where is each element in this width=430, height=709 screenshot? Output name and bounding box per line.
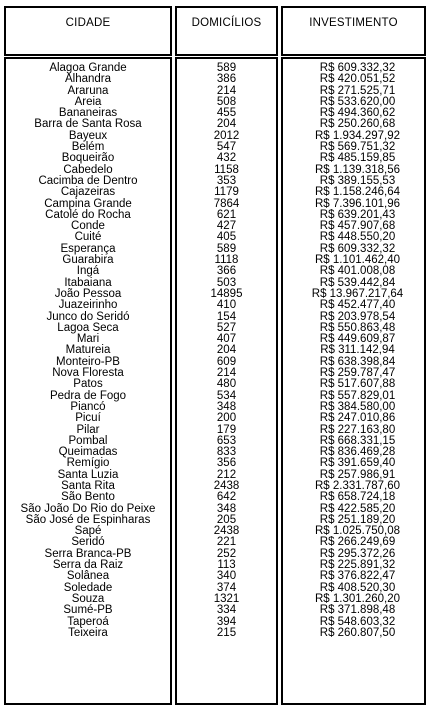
domicilios-cell: 2438 bbox=[213, 479, 240, 492]
domicilios-cell: 642 bbox=[216, 491, 237, 504]
investimento-cell: R$ 517.607,88 bbox=[319, 378, 396, 391]
domicilios-cell: 204 bbox=[216, 344, 237, 357]
domicilios-cell: 200 bbox=[216, 412, 237, 425]
domicilios-cell: 348 bbox=[216, 400, 237, 413]
investimento-cell: R$ 1.301.260,20 bbox=[314, 592, 401, 605]
domicilios-cell: 334 bbox=[216, 604, 237, 617]
investimento-cell: R$ 569.751,32 bbox=[319, 141, 396, 154]
cidade-cell: Nova Floresta bbox=[52, 367, 124, 380]
cidade-cell: Cacimba de Dentro bbox=[38, 174, 138, 187]
investimento-cell: R$ 260.807,50 bbox=[319, 626, 396, 639]
domicilios-cell: 356 bbox=[216, 457, 237, 470]
investimento-cell: R$ 250.260,68 bbox=[319, 118, 396, 131]
investimento-cell: R$ 225.891,32 bbox=[319, 559, 396, 572]
domicilios-cell: 1321 bbox=[213, 592, 240, 605]
cidade-cell: Alagoa Grande bbox=[49, 62, 127, 74]
domicilios-cell: 386 bbox=[216, 73, 237, 86]
header-domicilios bbox=[175, 6, 278, 56]
domicilios-cell: 14895 bbox=[210, 287, 243, 300]
cidade-cell: Itabaiana bbox=[64, 276, 112, 289]
domicilios-cell: 1179 bbox=[214, 186, 239, 199]
cidade-cell: Picuí bbox=[75, 412, 101, 425]
cidade-cell: Cuité bbox=[74, 231, 102, 244]
investimento-cell: R$ 266.249,69 bbox=[319, 536, 396, 549]
domicilios-cell: 589 bbox=[216, 62, 237, 74]
domicilios-cell: 7864 bbox=[213, 197, 240, 210]
cidade-cell: Junco do Seridó bbox=[46, 310, 130, 323]
cidade-cell: Barra de Santa Rosa bbox=[34, 118, 142, 131]
cidade-cell: Cajazeiras bbox=[60, 186, 116, 199]
investimento-cell: R$ 550.863,48 bbox=[319, 321, 396, 334]
investimento-cell: R$ 227.163,80 bbox=[319, 423, 396, 436]
investimento-cell: R$ 1.139.318,56 bbox=[314, 163, 401, 176]
cidade-cell: Boqueirão bbox=[61, 152, 115, 165]
cidade-cell: São Bento bbox=[61, 491, 115, 504]
investimento-list bbox=[283, 63, 424, 639]
cidade-cell: Bayeux bbox=[68, 129, 108, 142]
cidade-cell: Teixeira bbox=[68, 626, 108, 639]
domicilios-cell: 353 bbox=[216, 174, 237, 187]
domicilios-cell: 214 bbox=[216, 367, 237, 380]
domicilios-cell: 653 bbox=[216, 434, 237, 447]
cidade-cell: São João Do Rio do Peixe bbox=[20, 502, 156, 515]
cidade-cell: Pedra de Fogo bbox=[49, 389, 127, 402]
domicilios-cell: 366 bbox=[216, 265, 237, 278]
domicilios-cell: 1158 bbox=[214, 163, 239, 176]
header-domicilios-label: DOMICÍLIOS bbox=[191, 17, 262, 29]
investimento-cell: R$ 384.580,00 bbox=[319, 400, 396, 413]
domicilios-cell: 214 bbox=[216, 84, 237, 97]
investimento-cell: R$ 259.787,47 bbox=[319, 367, 396, 380]
domicilios-cell: 480 bbox=[216, 378, 237, 391]
investimento-cell: R$ 251.189,20 bbox=[319, 513, 396, 526]
cidade-cell: Araruna bbox=[67, 84, 109, 97]
cidade-cell: Campina Grande bbox=[44, 197, 132, 210]
domicilios-cell: 212 bbox=[216, 468, 237, 481]
investimento-cell: R$ 485.159,85 bbox=[319, 152, 396, 165]
domicilios-cell: 2438 bbox=[213, 525, 240, 538]
investimento-cell: R$ 420.051,52 bbox=[319, 73, 396, 86]
domicilios-cell: 534 bbox=[216, 389, 237, 402]
cidade-cell: Pombal bbox=[68, 434, 108, 447]
investimento-cell: R$ 391.659,40 bbox=[319, 457, 396, 470]
cidade-cell: Lagoa Seca bbox=[57, 321, 119, 334]
investimento-cell: R$ 7.396.101,96 bbox=[314, 197, 401, 210]
domicilios-cell: 252 bbox=[216, 547, 237, 560]
investimento-cell: R$ 836.469,28 bbox=[319, 446, 396, 459]
cidade-cell: Sapé bbox=[74, 525, 102, 538]
cidade-cell: Guarabira bbox=[62, 254, 114, 267]
domicilios-cell: 340 bbox=[216, 570, 237, 583]
cidade-cell: Santa Luzia bbox=[57, 468, 119, 481]
domicilios-cell: 432 bbox=[216, 152, 237, 165]
cidade-cell: Esperança bbox=[60, 242, 116, 255]
investimento-cell: R$ 2.331.787,60 bbox=[314, 479, 401, 492]
investimento-cell: R$ 401.008,08 bbox=[319, 265, 396, 278]
investimento-cell: R$ 668.331,15 bbox=[319, 434, 396, 447]
domicilios-cell: 405 bbox=[216, 231, 237, 244]
investimento-cell: R$ 389.155,53 bbox=[319, 174, 396, 187]
investimento-cell: R$ 533.620,00 bbox=[319, 95, 396, 108]
domicilios-cell: 589 bbox=[216, 242, 237, 255]
cidade-cell: Sumé-PB bbox=[63, 604, 113, 617]
domicilios-cell: 621 bbox=[216, 208, 237, 221]
cidade-cell: Mari bbox=[76, 333, 100, 346]
header-investimento bbox=[281, 6, 426, 56]
domicilios-cell: 205 bbox=[216, 513, 237, 526]
investimento-cell: R$ 311.142,94 bbox=[320, 344, 395, 357]
investimento-cell: R$ 422.585,20 bbox=[319, 502, 396, 515]
column-domicilios bbox=[175, 57, 278, 705]
investimento-cell: R$ 658.724,18 bbox=[319, 491, 396, 504]
cidade-cell: Ingá bbox=[76, 265, 100, 278]
domicilios-cell: 427 bbox=[216, 220, 237, 233]
investimento-cell: R$ 13.967.217,64 bbox=[311, 287, 404, 300]
domicilios-cell: 2012 bbox=[213, 129, 240, 142]
cidade-cell: Areia bbox=[74, 95, 102, 108]
investimento-cell: R$ 449.609,87 bbox=[319, 333, 396, 346]
column-investimento bbox=[281, 57, 426, 705]
cidade-cell: Queimadas bbox=[58, 446, 118, 459]
cidade-cell: Monteiro-PB bbox=[56, 355, 120, 368]
cidade-cell: Soledade bbox=[63, 581, 113, 594]
domicilios-cell: 547 bbox=[216, 141, 237, 154]
cidade-cell: Catolé do Rocha bbox=[45, 208, 131, 221]
investimento-cell: R$ 1.101.462,40 bbox=[314, 254, 401, 267]
column-cidade bbox=[4, 57, 172, 705]
cidade-list bbox=[6, 63, 170, 639]
domicilios-cell: 508 bbox=[216, 95, 237, 108]
investimento-cell: R$ 295.372,26 bbox=[319, 547, 396, 560]
cidade-cell: Santa Rita bbox=[61, 479, 115, 492]
investimento-cell: R$ 1.158.246,64 bbox=[314, 186, 401, 199]
cidade-cell: Cabedelo bbox=[63, 163, 113, 176]
cidade-cell: Patos bbox=[73, 378, 103, 391]
investimento-cell: R$ 639.201,43 bbox=[319, 208, 396, 221]
cidade-cell: Solânea bbox=[66, 570, 110, 583]
investimento-cell: R$ 247.010,86 bbox=[319, 412, 396, 425]
investimento-cell: R$ 452.477,40 bbox=[319, 299, 396, 312]
investimento-cell: R$ 408.520,30 bbox=[319, 581, 396, 594]
cidade-cell: Piancó bbox=[70, 400, 106, 413]
domicilios-cell: 215 bbox=[216, 626, 237, 639]
domicilios-cell: 407 bbox=[216, 333, 237, 346]
cidade-cell: Bananeiras bbox=[58, 107, 118, 120]
investimento-cell: R$ 376.822,47 bbox=[319, 570, 396, 583]
header-cidade bbox=[4, 6, 172, 56]
cidade-cell: Conde bbox=[71, 220, 105, 233]
investimento-cell: R$ 1.934.297,92 bbox=[314, 129, 401, 142]
cidade-cell: Matureia bbox=[65, 344, 111, 357]
domicilios-cell: 221 bbox=[216, 536, 237, 549]
domicilios-cell: 609 bbox=[216, 355, 237, 368]
cidade-cell: Belém bbox=[71, 141, 105, 154]
investimento-cell: R$ 638.398,84 bbox=[319, 355, 396, 368]
domicilios-cell: 113 bbox=[217, 559, 236, 572]
investimento-cell: R$ 494.360,62 bbox=[319, 107, 396, 120]
header-cidade-label: CIDADE bbox=[65, 17, 111, 29]
domicilios-cell: 1118 bbox=[214, 254, 239, 267]
cidade-cell: Remígio bbox=[66, 457, 110, 470]
domicilios-cell: 455 bbox=[216, 107, 237, 120]
cidade-cell: Serra Branca-PB bbox=[44, 547, 132, 560]
domicilios-list bbox=[177, 63, 276, 639]
cidade-cell: Taperoá bbox=[67, 615, 109, 628]
domicilios-cell: 204 bbox=[216, 118, 237, 131]
domicilios-cell: 348 bbox=[216, 502, 237, 515]
cidade-cell: São José de Espinharas bbox=[25, 513, 151, 526]
domicilios-cell: 394 bbox=[216, 615, 237, 628]
cidade-cell: Alhandra bbox=[64, 73, 112, 86]
domicilios-cell: 374 bbox=[216, 581, 237, 594]
investimento-cell: R$ 448.550,20 bbox=[319, 231, 396, 244]
investimento-cell: R$ 539.442,84 bbox=[319, 276, 396, 289]
investimento-cell: R$ 203.978,54 bbox=[319, 310, 396, 323]
domicilios-cell: 833 bbox=[216, 446, 237, 459]
cidade-cell: Serra da Raiz bbox=[52, 559, 124, 572]
domicilios-cell: 503 bbox=[216, 276, 237, 289]
cidade-cell: Seridó bbox=[71, 536, 105, 549]
domicilios-cell: 179 bbox=[216, 423, 237, 436]
investimento-cell: R$ 557.829,01 bbox=[319, 389, 396, 402]
investimento-cell: R$ 257.986,91 bbox=[319, 468, 396, 481]
cidade-cell: João Pessoa bbox=[54, 287, 122, 300]
investimento-cell: R$ 548.603,32 bbox=[319, 615, 396, 628]
investimento-cell: R$ 457.907,68 bbox=[319, 220, 396, 233]
investimento-cell: R$ 371.898,48 bbox=[319, 604, 396, 617]
investimento-cell: R$ 271.525,71 bbox=[319, 84, 396, 97]
cidade-cell: Pilar bbox=[76, 423, 100, 436]
domicilios-cell: 527 bbox=[216, 321, 237, 334]
investimento-cell: R$ 1.025.750,08 bbox=[314, 525, 401, 538]
cidade-cell: Juazeirinho bbox=[58, 299, 118, 312]
cidade-cell: Souza bbox=[71, 592, 105, 605]
header-investimento-label: INVESTIMENTO bbox=[309, 17, 398, 29]
domicilios-cell: 410 bbox=[216, 299, 237, 312]
investimento-cell: R$ 609.332,32 bbox=[319, 62, 396, 74]
domicilios-cell: 154 bbox=[216, 310, 237, 323]
investimento-cell: R$ 609.332,32 bbox=[319, 242, 396, 255]
